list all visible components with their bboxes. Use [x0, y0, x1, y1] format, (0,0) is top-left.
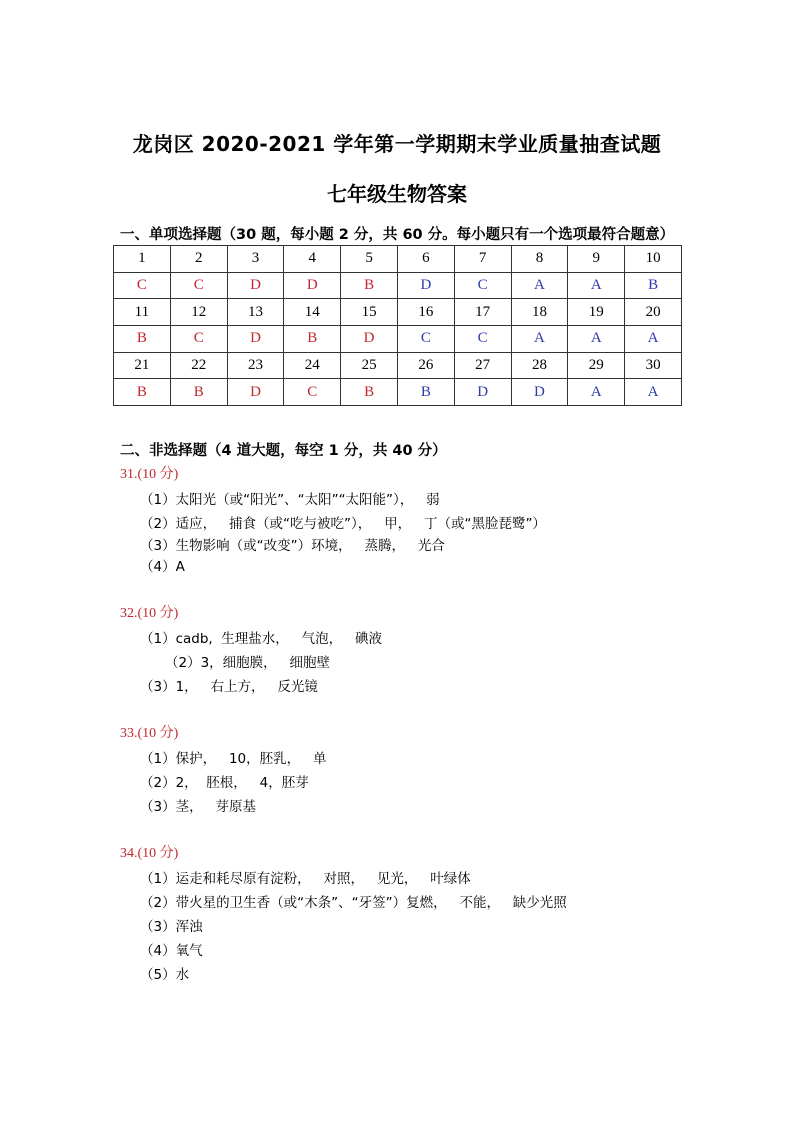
document-subtitle: 七年级生物答案 [327, 182, 467, 206]
question-34-line-2: （2）带火星的卫生香（或“木条”、“牙签”）复燃， 不能， 缺少光照 [140, 895, 567, 911]
question-34-heading: 34.(10 分) [120, 846, 179, 861]
question-number-cell: 19 [568, 299, 625, 326]
document-title: 龙岗区 2020-2021 学年第一学期期末学业质量抽查试题 [132, 132, 662, 156]
question-number-cell: 15 [341, 299, 398, 326]
question-number-cell: 5 [341, 246, 398, 273]
question-number-cell: 7 [454, 246, 511, 273]
answer-cell: B [625, 272, 682, 299]
answer-cell: D [454, 379, 511, 406]
question-number-cell: 26 [397, 352, 454, 379]
answer-row [114, 379, 682, 406]
question-number-cell: 29 [568, 352, 625, 379]
answer-cell: A [511, 326, 568, 353]
question-number-cell: 21 [114, 352, 171, 379]
question-number-row [114, 299, 682, 326]
question-number-cell: 11 [114, 299, 171, 326]
answer-cell: A [625, 326, 682, 353]
question-number-cell: 8 [511, 246, 568, 273]
answer-cell: A [568, 379, 625, 406]
question-number-cell: 14 [284, 299, 341, 326]
answer-cell: C [170, 326, 227, 353]
question-number-cell: 16 [397, 299, 454, 326]
question-33-line-2: （2）2， 胚根， 4，胚芽 [140, 775, 309, 791]
answer-cell: C [397, 326, 454, 353]
question-34-line-5: （5）水 [140, 967, 190, 983]
answer-cell: D [284, 272, 341, 299]
answer-cell: C [454, 326, 511, 353]
question-number-cell: 25 [341, 352, 398, 379]
answer-cell: B [114, 326, 171, 353]
answer-row [114, 272, 682, 299]
question-number-cell: 2 [170, 246, 227, 273]
question-number-cell: 10 [625, 246, 682, 273]
answer-cell: B [341, 272, 398, 299]
answer-cell: C [114, 272, 171, 299]
answer-cell: D [511, 379, 568, 406]
question-number-cell: 12 [170, 299, 227, 326]
answer-cell: B [341, 379, 398, 406]
question-number-cell: 6 [397, 246, 454, 273]
answer-cell: C [170, 272, 227, 299]
question-32-line-1: （1）cadb, 生理盐水， 气泡， 碘液 [140, 631, 383, 647]
section1-heading: 一、单项选择题（30 题，每小题 2 分，共 60 分。每小题只有一个选项最符合题意） [120, 227, 675, 243]
question-number-cell: 20 [625, 299, 682, 326]
answer-cell: A [625, 379, 682, 406]
question-number-cell: 22 [170, 352, 227, 379]
question-33-line-3: （3）茎， 芽原基 [140, 799, 256, 815]
question-34-line-3: （3）浑浊 [140, 919, 203, 935]
section2-heading: 二、非选择题（4 道大题，每空 1 分，共 40 分） [120, 443, 447, 459]
question-31-line-1: （1）太阳光（或“阳光”、“太阳”“太阳能”）， 弱 [140, 492, 440, 508]
question-number-cell: 24 [284, 352, 341, 379]
answer-cell: B [170, 379, 227, 406]
answer-cell: D [341, 326, 398, 353]
question-number-cell: 13 [227, 299, 284, 326]
question-number-cell: 9 [568, 246, 625, 273]
answer-cell: C [284, 379, 341, 406]
question-number-cell: 18 [511, 299, 568, 326]
answer-cell: D [227, 272, 284, 299]
question-number-cell: 4 [284, 246, 341, 273]
answer-cell: B [397, 379, 454, 406]
question-number-cell: 30 [625, 352, 682, 379]
question-number-cell: 3 [227, 246, 284, 273]
question-number-cell: 28 [511, 352, 568, 379]
question-32-heading: 32.(10 分) [120, 606, 179, 621]
answer-cell: A [568, 326, 625, 353]
question-32-line-2: （2）3，细胞膜， 细胞壁 [165, 655, 331, 671]
question-number-row [114, 246, 682, 273]
question-34-line-4: （4）氧气 [140, 943, 203, 959]
question-33-line-1: （1）保护， 10，胚乳， 单 [140, 751, 327, 767]
question-number-cell: 1 [114, 246, 171, 273]
answer-cell: A [568, 272, 625, 299]
question-number-row [114, 352, 682, 379]
answer-cell: D [397, 272, 454, 299]
answer-cell: D [227, 326, 284, 353]
answer-cell: A [511, 272, 568, 299]
question-number-cell: 17 [454, 299, 511, 326]
answer-cell: B [114, 379, 171, 406]
question-32-line-3: （3）1， 右上方， 反光镜 [140, 679, 318, 695]
question-33-heading: 33.(10 分) [120, 726, 179, 741]
question-34-line-1: （1）运走和耗尽原有淀粉， 对照， 见光， 叶绿体 [140, 871, 471, 887]
question-31-line-4: （4）A [140, 559, 185, 575]
question-number-cell: 23 [227, 352, 284, 379]
question-31-line-2: （2）适应， 捕食（或“吃与被吃”）， 甲， 丁（或“黑脸琵鹭”） [140, 516, 546, 532]
answer-cell: B [284, 326, 341, 353]
question-number-cell: 27 [454, 352, 511, 379]
answer-table [113, 245, 682, 406]
question-31-line-3: （3）生物影响（或“改变”）环境， 蒸腾， 光合 [140, 538, 445, 554]
question-31-heading: 31.(10 分) [120, 467, 179, 482]
answer-row [114, 326, 682, 353]
answer-cell: D [227, 379, 284, 406]
answer-cell: C [454, 272, 511, 299]
